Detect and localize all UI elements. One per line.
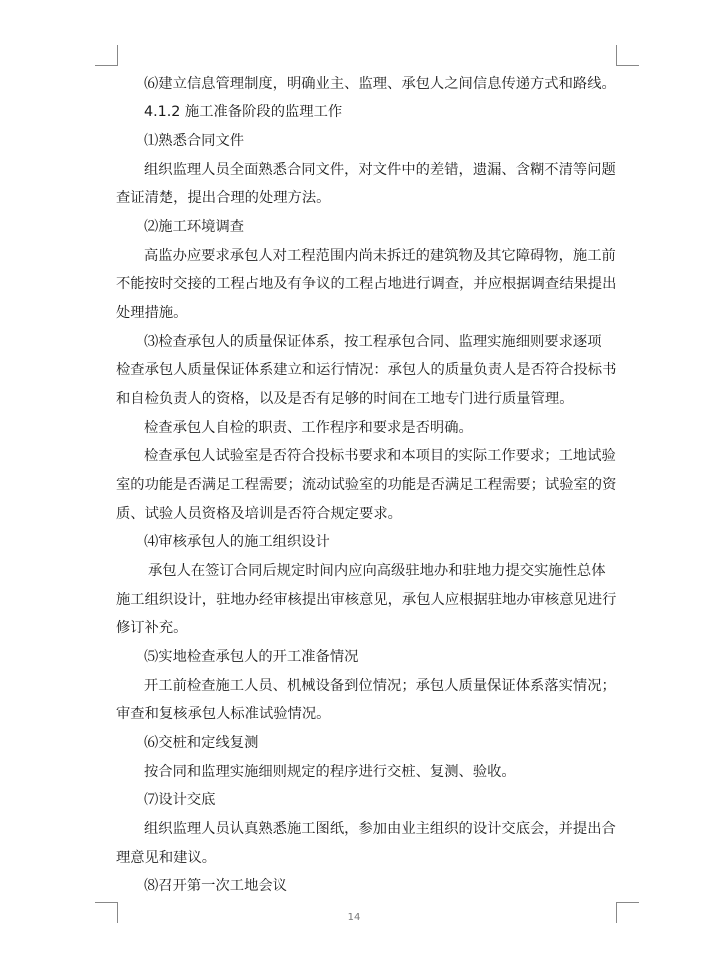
paragraph-line: 检查承包人自检的职责、工作程序和要求是否明确。 [144, 420, 473, 436]
paragraph-line: 按合同和监理实施细则规定的程序进行交桩、复测、验收。 [144, 764, 516, 780]
section-heading-4-1-2: 4.1.2 施工准备阶段的监理工作 [144, 104, 343, 120]
item-1-heading: ⑴熟悉合同文件 [144, 133, 245, 149]
paragraph-line: 修订补充。 [116, 620, 188, 636]
crop-mark-top-right [616, 45, 639, 66]
crop-mark-top-left [95, 45, 118, 66]
paragraph-line: 组织监理人员认真熟悉施工图纸，参加由业主组织的设计交底会，并提出合 [144, 821, 616, 837]
paragraph-line: 处理措施。 [116, 305, 188, 321]
item-5-heading: ⑸实地检查承包人的开工准备情况 [144, 649, 359, 665]
item-6-heading: ⑹交桩和定线复测 [144, 735, 259, 751]
item-2-heading: ⑵施工环境调查 [144, 219, 245, 235]
paragraph-line: 施工组织设计，驻地办经审核提出审核意见，承包人应根据驻地办审核意见进行 [116, 592, 617, 608]
paragraph-line: 检查承包人试验室是否符合投标书要求和本项目的实际工作要求；工地试验 [144, 448, 616, 464]
paragraph-line: 理意见和建议。 [116, 850, 217, 866]
paragraph-line: 开工前检查施工人员、机械设备到位情况；承包人质量保证体系落实情况； [144, 678, 616, 694]
item-6-info-management: ⑹建立信息管理制度，明确业主、监理、承包人之间信息传递方式和路线。 [144, 76, 616, 92]
item-8-heading: ⑻召开第一次工地会议 [144, 878, 287, 894]
paragraph-line: 承包人在签订合同后规定时间内应向高级驻地办和驻地力提交实施性总体 [148, 563, 606, 579]
paragraph-line: 检查承包人质量保证体系建立和运行情况：承包人的质量负责人是否符合投标书 [116, 362, 617, 378]
paragraph-line: 查证清楚，提出合理的处理方法。 [116, 190, 331, 206]
item-7-heading: ⑺设计交底 [144, 792, 216, 808]
item-4-heading: ⑷审核承包人的施工组织设计 [144, 534, 330, 550]
paragraph-line: 高监办应要求承包人对工程范围内尚未拆迁的建筑物及其它障碍物，施工前 [144, 248, 616, 264]
paragraph-line: 质、试验人员资格及培训是否符合规定要求。 [116, 506, 402, 522]
page-number: 14 [347, 912, 361, 923]
paragraph-line: 审查和复核承包人标准试验情况。 [116, 706, 331, 722]
paragraph-line: 组织监理人员全面熟悉合同文件，对文件中的差错，遗漏、含糊不清等问题 [144, 162, 616, 178]
paragraph-line: 不能按时交接的工程占地及有争议的工程占地进行调查，并应根据调查结果提出 [116, 276, 617, 292]
item-3-paragraph: ⑶检查承包人的质量保证体系，按工程承包合同、监理实施细则要求逐项 [144, 334, 602, 350]
paragraph-line: 室的功能是否满足工程需要；流动试验室的功能是否满足工程需要；试验室的资 [116, 477, 617, 493]
paragraph-line: 和自检负责人的资格，以及是否有足够的时间在工地专门进行质量管理。 [116, 391, 574, 407]
